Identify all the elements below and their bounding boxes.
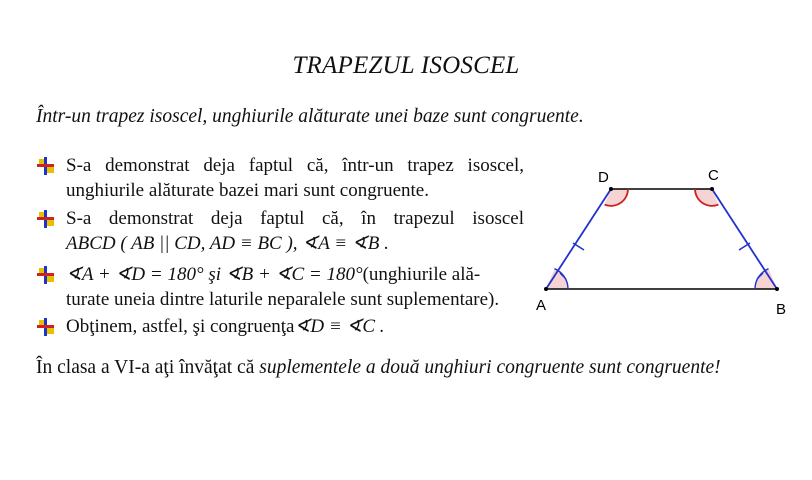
angle-fill-D bbox=[605, 189, 629, 206]
bullet-4-line bbox=[66, 314, 524, 339]
bullet-1-line-1: S-a demonstrat deja faptul că, într-un trapez isoscel, bbox=[66, 155, 524, 176]
vertex-B bbox=[775, 287, 779, 291]
bullet-icon bbox=[37, 318, 55, 336]
label-C: C bbox=[708, 167, 719, 184]
conclusion-text: În clasa a VI-a aţi învăţat că bbox=[36, 357, 260, 378]
bullet-item-1 bbox=[36, 153, 524, 203]
angle-fill-C bbox=[695, 189, 719, 206]
vertex-D bbox=[609, 187, 613, 191]
bullet-3-line-1 bbox=[66, 262, 524, 287]
conclusion-italic: suplementele a două unghiuri congruente sunt congruente! bbox=[259, 357, 721, 378]
bullet-list bbox=[36, 153, 524, 339]
bullet-icon bbox=[37, 266, 55, 284]
bullet-3-line-2: turate uneia dintre laturile neparalele sunt suplementare). bbox=[66, 289, 500, 310]
bullet-icon bbox=[37, 157, 55, 175]
bullet-2-math: ABCD ( AB || CD, AD ≡ BC ), ∢A ≡ ∢B . bbox=[66, 233, 389, 254]
leg-AD bbox=[546, 189, 611, 289]
bullet-item-2 bbox=[36, 206, 524, 256]
vertex-A bbox=[544, 287, 548, 291]
vertex-C bbox=[710, 187, 714, 191]
bullet-1-line-2: unghiurile alăturate bazei mari sunt congruente. bbox=[66, 180, 429, 201]
theorem-statement: Într-un trapez isoscel, unghiurile alăturate unei baze sunt congruente. bbox=[36, 106, 584, 127]
bullet-3-math: ∢A + ∢D = 180° şi ∢B + ∢C = 180° bbox=[66, 264, 363, 285]
conclusion bbox=[36, 357, 721, 379]
page-title: TRAPEZUL ISOSCEL bbox=[292, 52, 520, 79]
leg-BC bbox=[712, 189, 777, 289]
bullet-4-text: Obţinem, astfel, şi congruenţa bbox=[66, 316, 295, 337]
bullet-2-line-1: S-a demonstrat deja faptul că, în trapezul isoscel bbox=[66, 208, 524, 229]
trapezoid-figure bbox=[530, 160, 810, 325]
bullet-item-4 bbox=[36, 314, 524, 339]
label-B: B bbox=[776, 301, 787, 318]
label-A: A bbox=[536, 297, 547, 314]
bullet-3-text: (unghiurile ală- bbox=[362, 264, 481, 285]
bullet-item-3 bbox=[36, 262, 524, 312]
label-D: D bbox=[598, 169, 609, 186]
bullet-icon bbox=[37, 210, 55, 228]
bullet-4-math: ∢D ≡ ∢C . bbox=[294, 316, 385, 337]
